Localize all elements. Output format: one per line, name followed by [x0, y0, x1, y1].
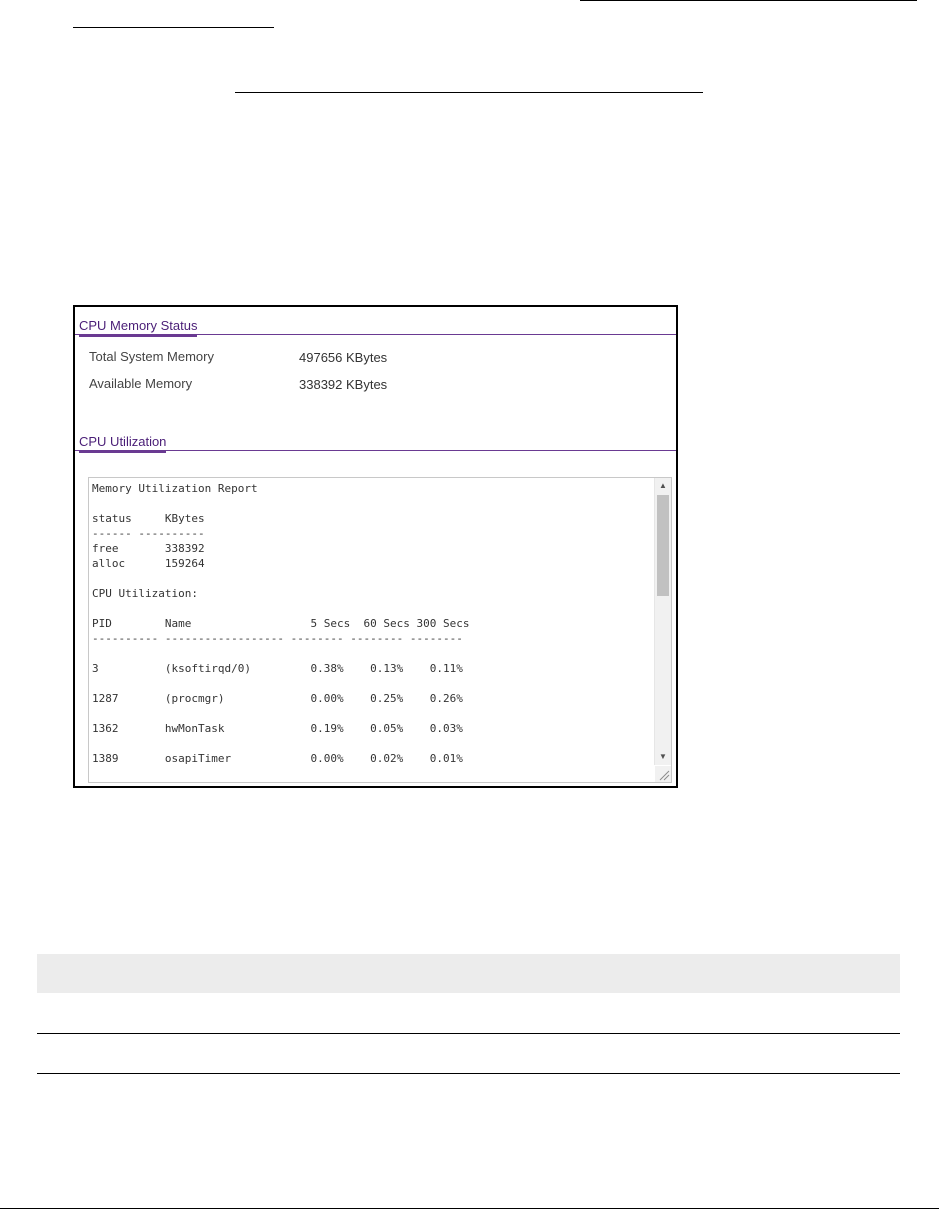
cpu-status-screenshot [73, 305, 678, 788]
document-rule-top-left [73, 27, 274, 28]
scroll-down-arrow-icon[interactable]: ▼ [659, 752, 667, 761]
memory-status-header [75, 312, 676, 335]
available-memory-row [89, 376, 649, 394]
cpu-utilization-header [75, 428, 676, 451]
document-table-rule [37, 1033, 900, 1034]
document-rule-top-right [580, 0, 917, 1]
scroll-up-arrow-icon[interactable]: ▲ [659, 481, 667, 490]
document-footer-rule [0, 1208, 939, 1209]
total-memory-label: Total System Memory [89, 349, 214, 364]
document-table-header [37, 954, 900, 993]
utilization-report-textarea[interactable] [88, 477, 672, 783]
total-memory-row [89, 349, 649, 367]
scroll-thumb[interactable] [657, 495, 669, 596]
available-memory-label: Available Memory [89, 376, 193, 391]
utilization-report-text: Memory Utilization Report status KBytes ------ ---------- free 338392 alloc 159264 CPU Utilization: PID Name 5 Secs 60 Secs 300 Secs ---------- ------------------ -------- -------- -------- 3 (ksoftirqd/0) 0.38% 0.13% 0.11% 1287 (procmgr) 0.00% 0.25% 0.26% 1362 hwMonTask 0.19% 0.05% 0.03% 1389 osapiTimer 0.00% 0.02% 0.01% [92, 482, 470, 765]
memory-status-title: CPU Memory Status [79, 318, 197, 337]
report-scrollbar[interactable] [654, 478, 671, 765]
available-memory-value: 338392 KBytes [299, 377, 388, 392]
document-table-rule [37, 1073, 900, 1074]
document-rule-center [235, 92, 703, 93]
cpu-utilization-title: CPU Utilization [79, 434, 166, 453]
total-memory-value: 497656 KBytes [299, 350, 388, 365]
resize-grip-icon[interactable] [655, 766, 671, 782]
